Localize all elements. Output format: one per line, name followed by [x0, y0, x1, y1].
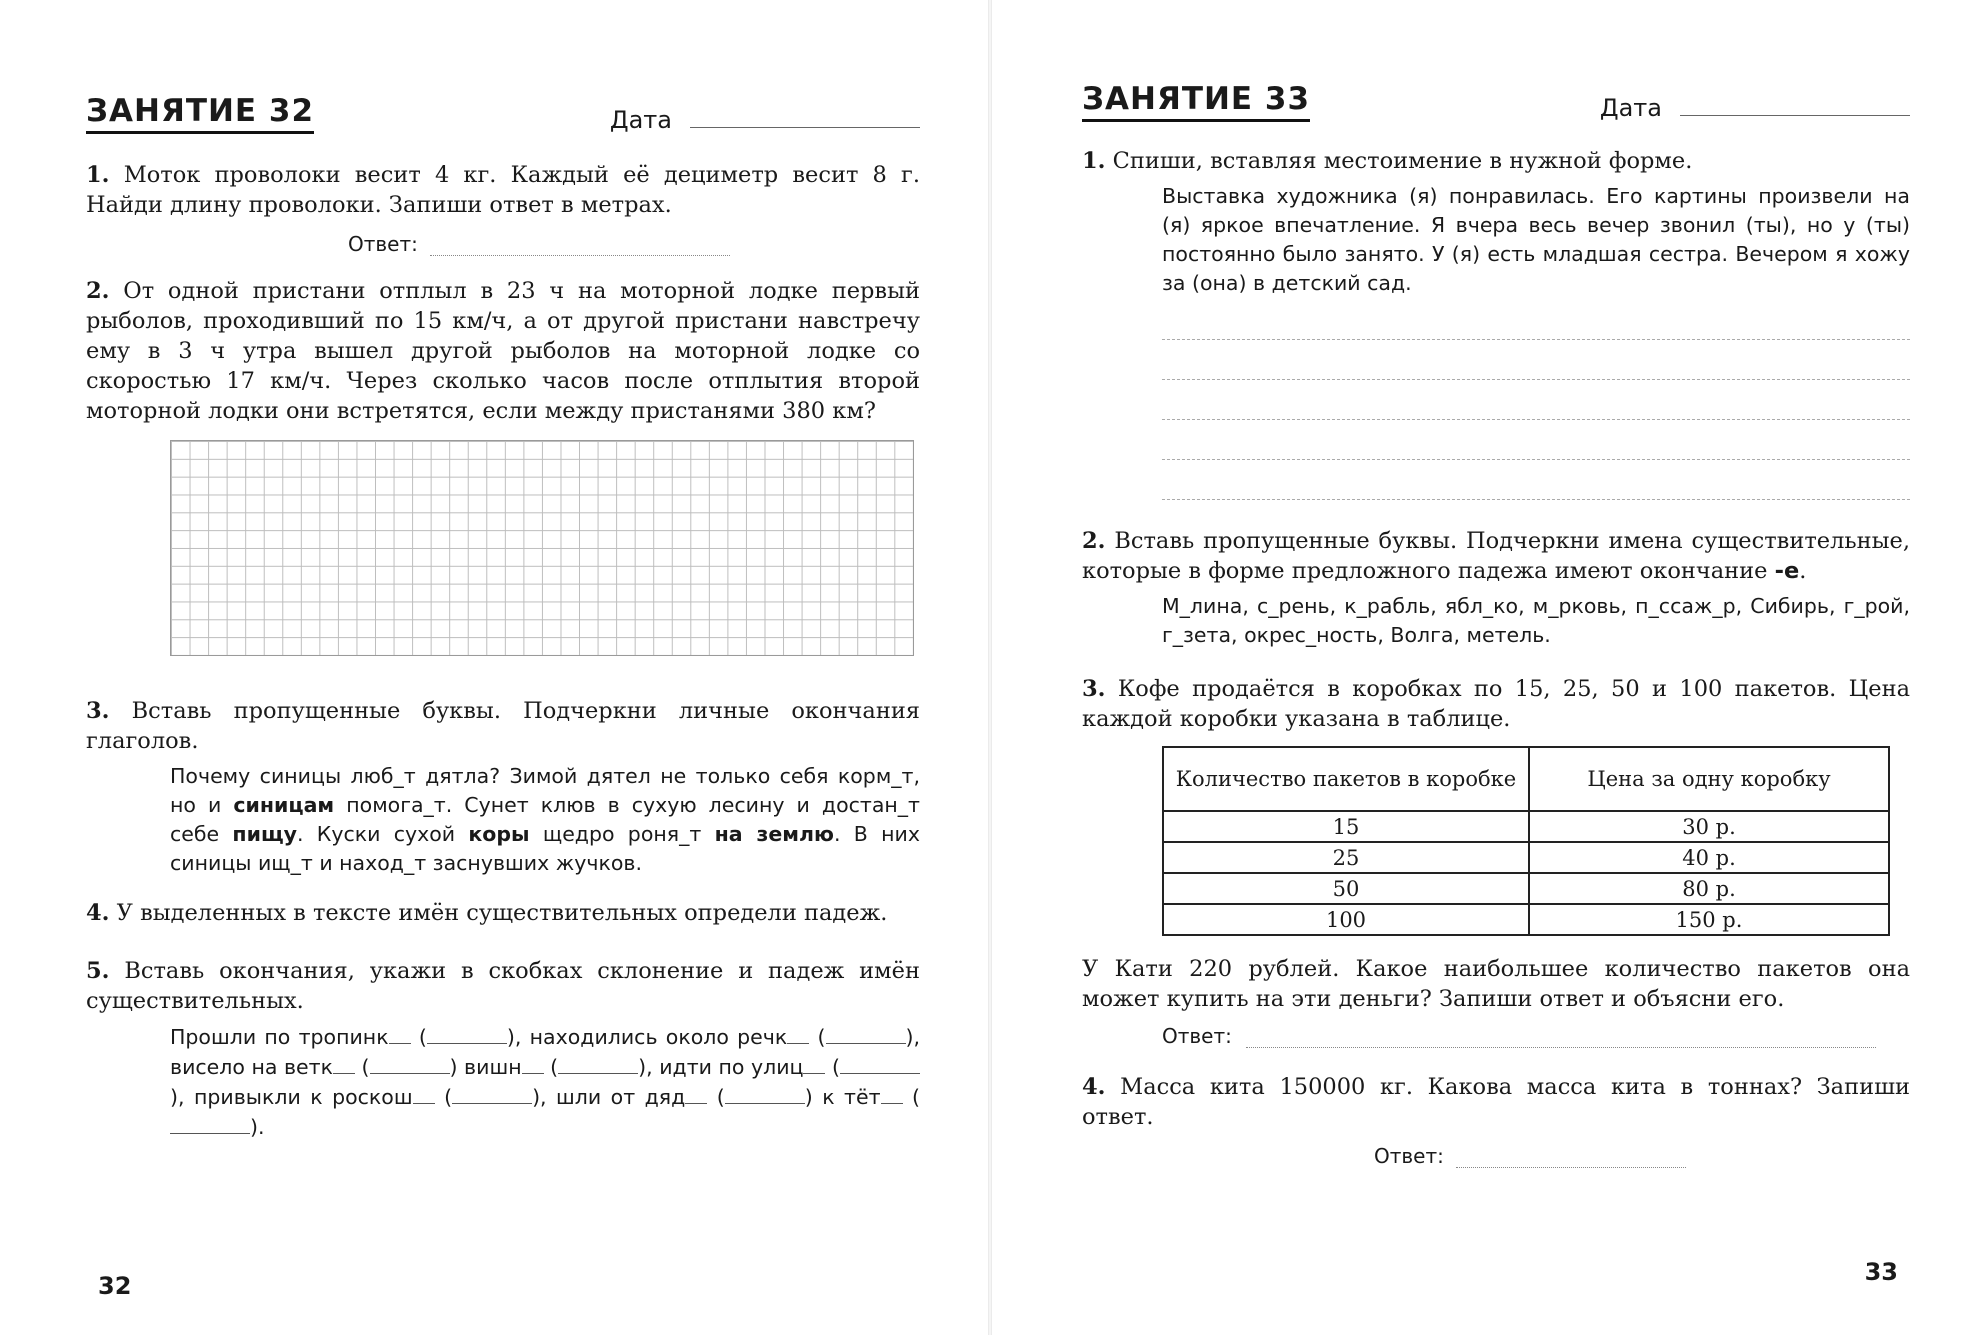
- answer-field[interactable]: [1246, 1025, 1876, 1048]
- page-number: 33: [1864, 1258, 1898, 1286]
- lesson-header: [86, 88, 920, 134]
- task-number: 1.: [1082, 148, 1106, 174]
- table-cell: 50: [1163, 873, 1529, 904]
- task-3-example: [170, 762, 920, 878]
- writing-line[interactable]: [1162, 460, 1910, 500]
- task-number: 2.: [86, 278, 110, 304]
- answer-label: Ответ:: [348, 232, 418, 256]
- writing-lines: [1082, 300, 1910, 500]
- task-text: От одной пристани отплыл в 23 ч на моторной лодке первый рыболов, проходивший по 15 км/ч, а от другой пристани навстречу ему в 3 ч утра вышел другой рыболов на моторной лодке со скоростью 17 км/ч. Через сколько часов после отплытия второй моторной лодки они встретятся, если между пристанями 380 км?: [86, 278, 920, 424]
- date-field[interactable]: [690, 97, 920, 128]
- task-number: 1.: [86, 162, 110, 188]
- case-blank[interactable]: [427, 1023, 507, 1044]
- task-2-example: М_лина, с_рень, к_рабль, ябл_ко, м_рковь, п_ссаж_р, Сибирь, г_рой, г_зета, окрес_ность, Волга, метель.: [1162, 594, 1910, 647]
- word-stem: шли от дяд: [556, 1085, 686, 1109]
- task-1: [86, 160, 920, 220]
- task-text: Вставь пропущенные буквы. Подчеркни личные окончания глаголов.: [86, 698, 921, 754]
- highlighted-noun: коры: [468, 822, 530, 846]
- table-row: [1163, 842, 1889, 873]
- answer-row: [1374, 1144, 1910, 1168]
- table-row: [1163, 904, 1889, 935]
- task-text: Вставь окончания, укажи в скобках склонение и падеж имён существительных.: [86, 958, 920, 1014]
- answer-label: Ответ:: [1374, 1144, 1444, 1168]
- task-4: [1082, 1072, 1910, 1132]
- word-stem: висело на ветк: [170, 1055, 333, 1079]
- task-3-question: У Кати 220 рублей. Какое наибольшее количество пакетов она может купить на эти деньги? Запиши ответ и объясни его.: [1082, 956, 1910, 1012]
- word-stem: Прошли по тропинк: [170, 1025, 389, 1049]
- answer-field[interactable]: [430, 233, 730, 256]
- table-row: [1163, 873, 1889, 904]
- ending-blank[interactable]: [685, 1103, 707, 1104]
- page-right: [990, 0, 1980, 1335]
- highlighted-noun: пищу: [232, 822, 297, 846]
- ending-highlight: -е: [1774, 558, 1800, 584]
- date-label: Дата: [609, 106, 672, 134]
- task-text: Масса кита 150000 кг. Какова масса кита в тоннах? Запиши ответ.: [1082, 1074, 1910, 1130]
- writing-line[interactable]: [1162, 340, 1910, 380]
- case-blank[interactable]: [370, 1053, 450, 1074]
- ending-blank[interactable]: [522, 1073, 544, 1074]
- ending-blank[interactable]: [333, 1073, 355, 1074]
- squared-grid-workspace[interactable]: [170, 440, 914, 656]
- date-label: Дата: [1599, 94, 1662, 122]
- task-4: [86, 898, 920, 928]
- writing-line[interactable]: [1162, 420, 1910, 460]
- answer-row: [348, 232, 920, 256]
- writing-line[interactable]: [1162, 300, 1910, 340]
- table-cell: 15: [1163, 811, 1529, 842]
- table-header: Количество пакетов в коробке: [1163, 747, 1529, 811]
- lesson-title: ЗАНЯТИЕ 32: [86, 93, 314, 134]
- case-blank[interactable]: [170, 1113, 250, 1134]
- example-text: . В них синицы ищ_т и наход_т заснувших жучков.: [170, 822, 920, 875]
- task-text: Вставь пропущенные буквы. Подчеркни имена существительные, которые в форме предложного падежа имеют окончание: [1082, 528, 1910, 584]
- ending-blank[interactable]: [413, 1103, 435, 1104]
- example-text: помога_т. Сунет клюв в сухую лесину и достан_т себе: [170, 793, 920, 846]
- task-number: 3.: [1082, 676, 1106, 702]
- case-blank[interactable]: [725, 1083, 805, 1104]
- task-number: 5.: [86, 958, 110, 984]
- price-table: [1162, 746, 1890, 936]
- table-cell: 25: [1163, 842, 1529, 873]
- task-3: [86, 696, 920, 756]
- task-1-example: Выставка художника (я) понравилась. Его картины произвели на (я) яркое впечатление. Я вчера весь вечер звонил (ты), но у (ты) постоянно было занято. У (я) есть младшая сестра. Вечером я хожу за (она) в детский сад.: [1162, 184, 1910, 295]
- table-header: Цена за одну коробку: [1529, 747, 1889, 811]
- task-text: Моток проволоки весит 4 кг. Каждый её дециметр весит 8 г. Найди длину проволоки. Запиши ответ в метрах.: [86, 162, 920, 218]
- task-5-example: Прошли по тропинк ( ), находились около речк ( ), висело на ветк ( ) вишн ( ), идти по улиц (), привыкли к роскош ( ), шли от дяд ( ) к тёт ().: [170, 1025, 921, 1139]
- highlighted-noun: на землю: [714, 822, 834, 846]
- page-number: 32: [98, 1272, 132, 1300]
- task-number: 2.: [1082, 528, 1106, 554]
- task-number: 3.: [86, 698, 110, 724]
- task-number: 4.: [86, 900, 110, 926]
- case-blank[interactable]: [826, 1023, 906, 1044]
- example-text: . Куски сухой: [296, 822, 456, 846]
- table-row: [1163, 811, 1889, 842]
- word-stem: находились около речк: [529, 1025, 788, 1049]
- answer-label: Ответ:: [1162, 1024, 1232, 1048]
- task-text: Кофе продаётся в коробках по 15, 25, 50 и 100 пакетов. Цена каждой коробки указана в таблице.: [1082, 676, 1910, 732]
- writing-line[interactable]: [1162, 380, 1910, 420]
- ending-blank[interactable]: [803, 1073, 825, 1074]
- table-cell: 40 р.: [1529, 842, 1889, 873]
- ending-blank[interactable]: [881, 1103, 903, 1104]
- table-cell: 80 р.: [1529, 873, 1889, 904]
- case-blank[interactable]: [452, 1083, 532, 1104]
- table-cell: 150 р.: [1529, 904, 1889, 935]
- word-stem: привыкли к роскош: [193, 1085, 413, 1109]
- date-field[interactable]: [1680, 85, 1910, 116]
- answer-row: [1162, 1024, 1910, 1048]
- task-2: [1082, 526, 1910, 586]
- table-cell: 30 р.: [1529, 811, 1889, 842]
- word-stem: вишн: [464, 1055, 522, 1079]
- lesson-title: ЗАНЯТИЕ 33: [1082, 81, 1310, 122]
- example-text: щедро роня_т: [542, 822, 702, 846]
- task-text: У выделенных в тексте имён существительных определи падеж.: [116, 900, 888, 926]
- case-blank[interactable]: [558, 1053, 638, 1074]
- word-stem: идти по улиц: [659, 1055, 804, 1079]
- task-number: 4.: [1082, 1074, 1106, 1100]
- answer-field[interactable]: [1456, 1145, 1686, 1168]
- ending-blank[interactable]: [389, 1043, 411, 1044]
- example-text: Почему синицы люб_т дятла? Зимой дятел не только себя корм_т, но и: [170, 764, 920, 817]
- task-5: [86, 956, 920, 1016]
- case-blank[interactable]: [840, 1053, 920, 1074]
- lesson-header: [1082, 76, 1910, 122]
- task-2: [86, 276, 920, 426]
- task-3: [1082, 674, 1910, 734]
- highlighted-noun: синицам: [233, 793, 335, 817]
- task-1: [1082, 146, 1910, 176]
- task-text: .: [1799, 558, 1807, 584]
- word-stem: к тёт: [822, 1085, 881, 1109]
- task-text: Спиши, вставляя местоимение в нужной форме.: [1112, 148, 1693, 174]
- table-cell: 100: [1163, 904, 1529, 935]
- ending-blank[interactable]: [787, 1043, 809, 1044]
